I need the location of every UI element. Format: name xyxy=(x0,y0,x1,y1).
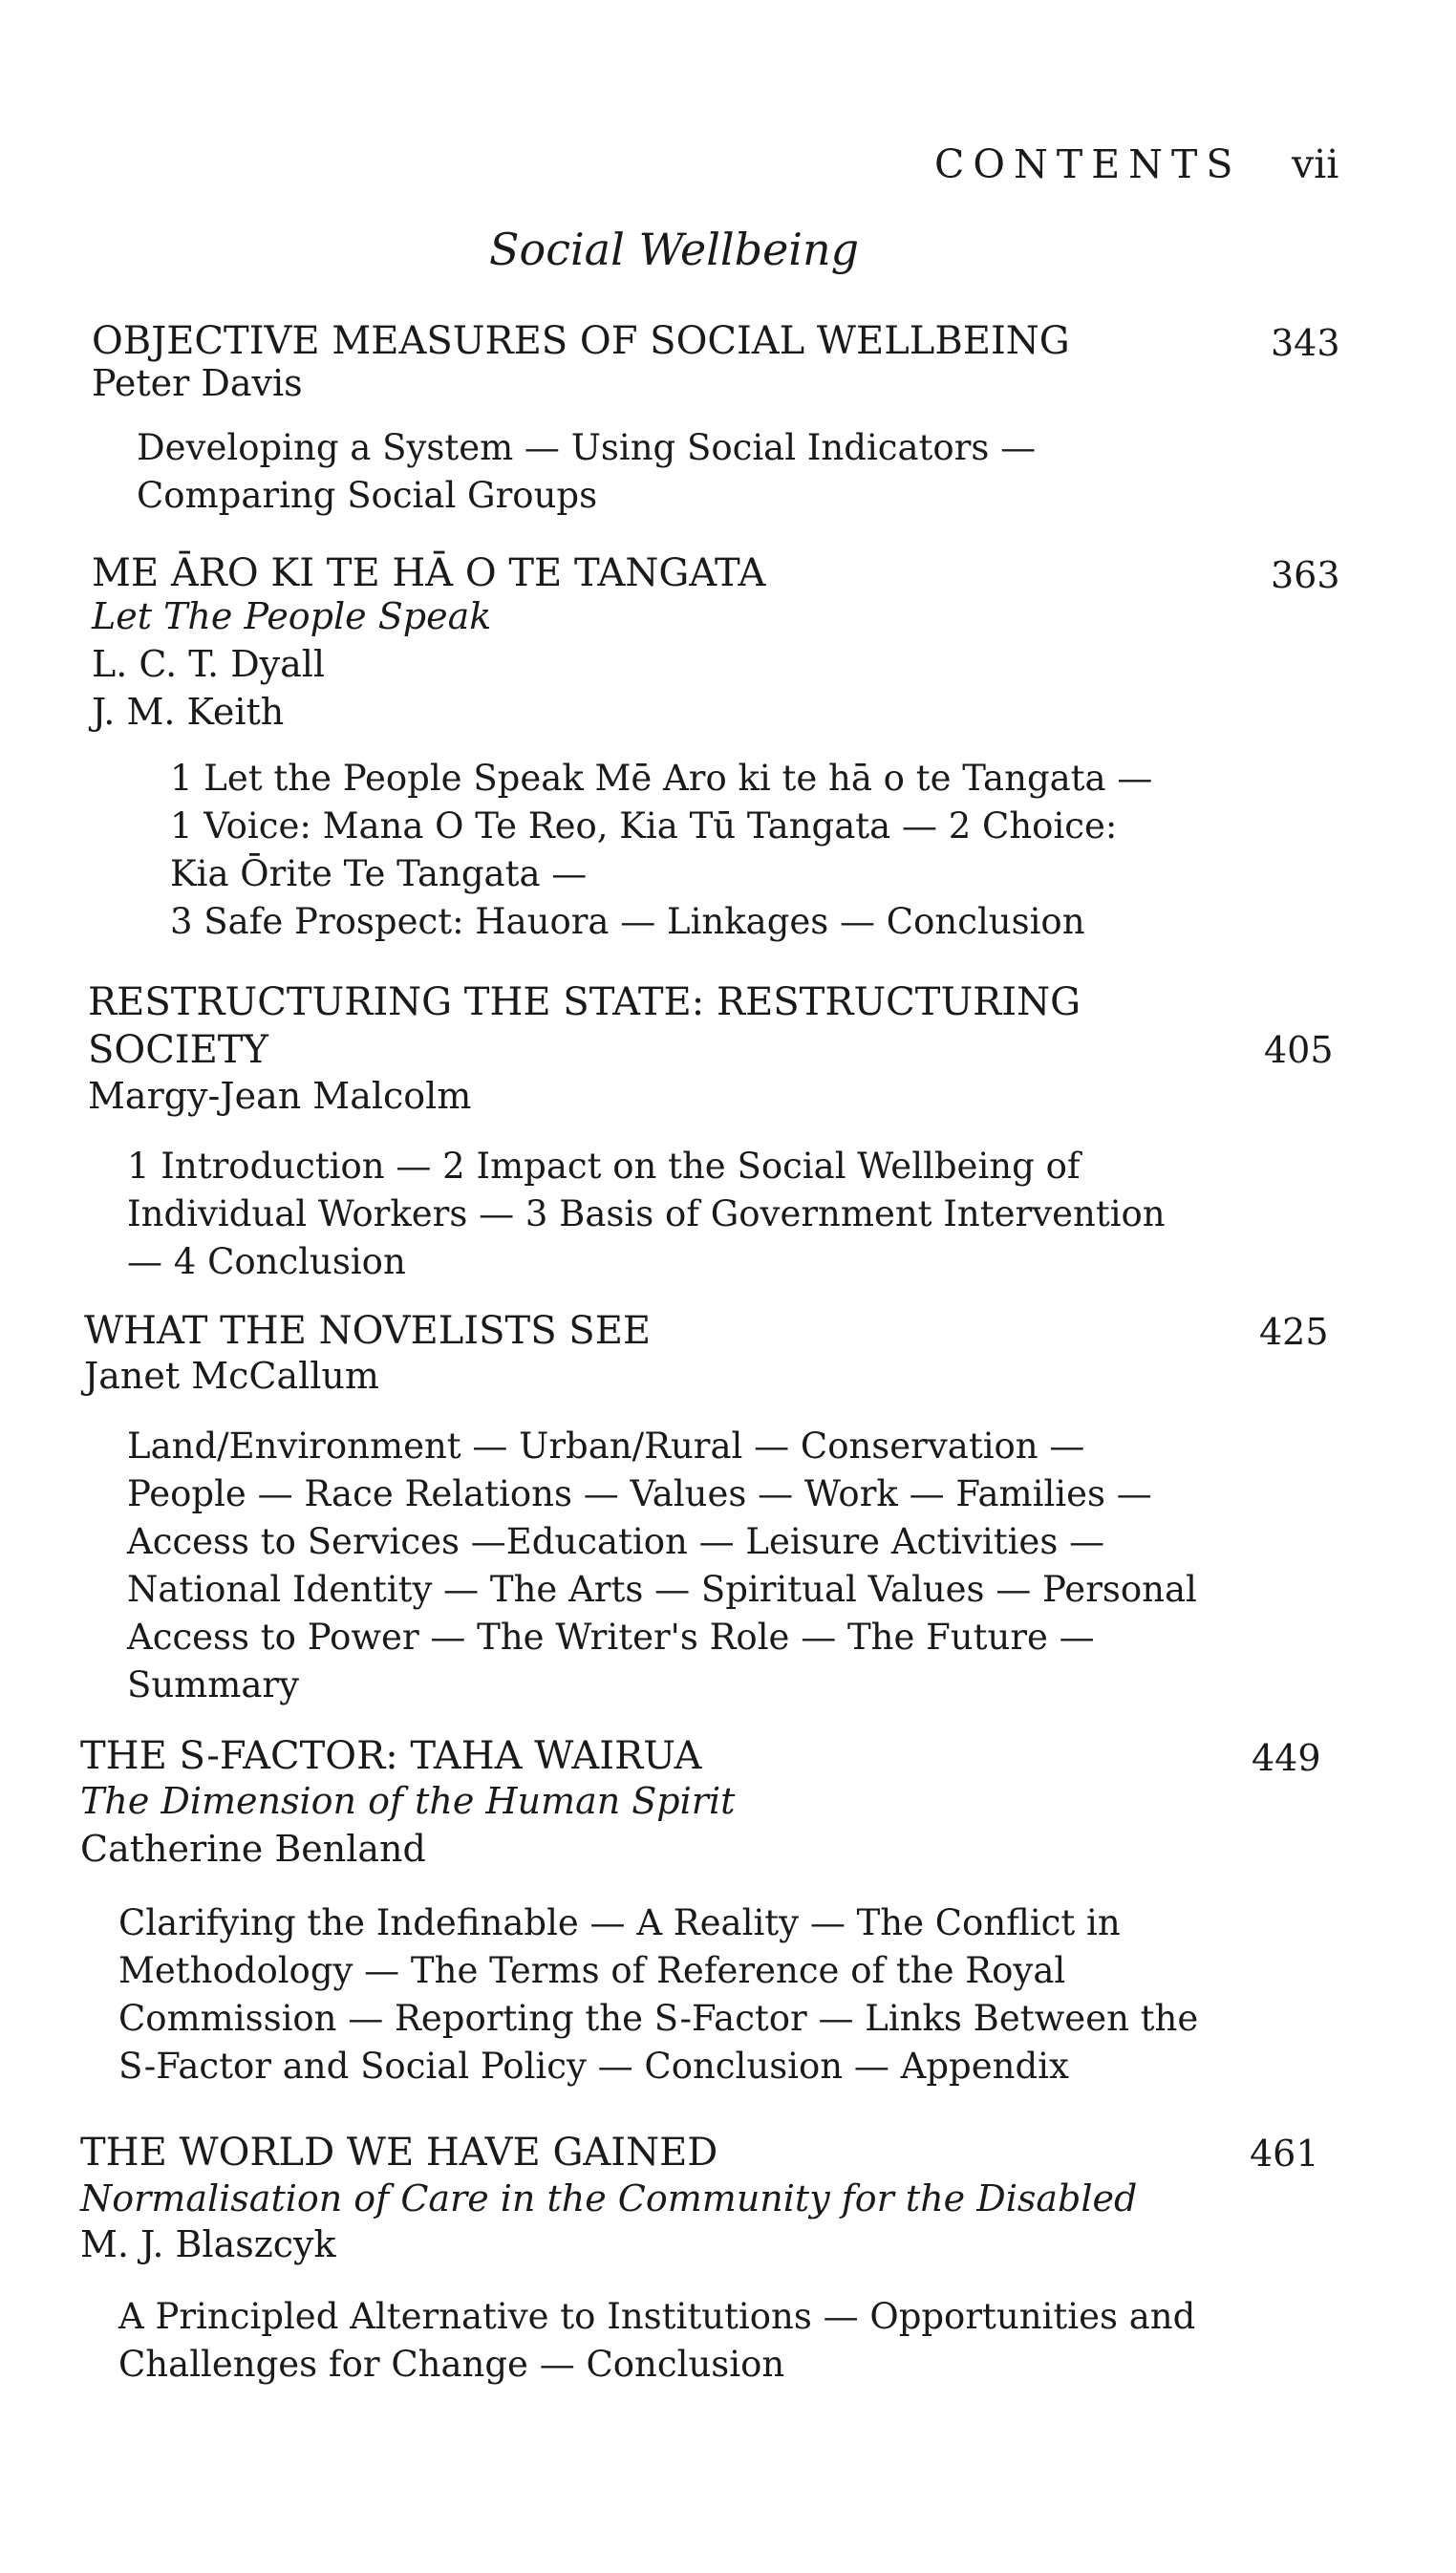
entry-title: THE S-FACTOR: TAHA WAIRUA xyxy=(80,1734,702,1778)
entry-summary: Land/Environment — Urban/Rural — Conservation — People — Race Relations — Values — Work — Families — Access to Services —Education — Leisure Activities — National Identity — The Arts — Spiritual Values — Personal Access to Power — The Writer's Role — The Future — Summary xyxy=(127,1426,1197,1705)
entry-page-number: 461 xyxy=(1250,2133,1319,2175)
entry-title: THE WORLD WE HAVE GAINED xyxy=(80,2131,718,2175)
entry-summary: Clarifying the Indefinable — A Reality — The Conflict in Methodology — The Terms of Reference of the Royal Commission — Reporting the S-Factor — Links Between the S-Factor and Social Policy — Conclusion — Appendix xyxy=(118,1902,1199,2087)
entry-title: ME ĀRO KI TE HĀ O TE TANGATA xyxy=(92,551,766,595)
entry-summary: 1 Introduction — 2 Impact on the Social Wellbeing of Individual Workers — 3 Basis of Government Intervention — 4 Conclusion xyxy=(127,1146,1166,1282)
entry-page-number: 405 xyxy=(1264,1029,1334,1071)
running-head: CONTENTS xyxy=(934,141,1242,187)
entry-author: J. M. Keith xyxy=(92,691,285,733)
entry-summary: Developing a System — Using Social Indicators — Comparing Social Groups xyxy=(137,427,1037,516)
entry-subtitle: The Dimension of the Human Spirit xyxy=(80,1780,736,1822)
entry-author: Peter Davis xyxy=(92,362,303,404)
section-title: Social Wellbeing xyxy=(489,224,860,275)
entry-page-number: 363 xyxy=(1271,554,1340,596)
entry-subtitle: Normalisation of Care in the Community for the Disabled xyxy=(80,2177,1138,2219)
entry-author: M. J. Blaszcyk xyxy=(80,2223,336,2265)
entry-author: Janet McCallum xyxy=(84,1355,379,1397)
entry-author: Catherine Benland xyxy=(80,1828,426,1870)
entry-title: RESTRUCTURING THE STATE: RESTRUCTURING SOCIETY xyxy=(88,980,1081,1072)
entry-page-number: 425 xyxy=(1259,1311,1329,1353)
entry-summary: A Principled Alternative to Institutions — Opportunities and Challenges for Change — Conclusion xyxy=(118,2296,1196,2385)
entry-title: WHAT THE NOVELISTS SEE xyxy=(84,1309,652,1353)
entry-page-number: 449 xyxy=(1252,1737,1321,1779)
header-page-number: vii xyxy=(1292,141,1339,187)
entry-author: L. C. T. Dyall xyxy=(92,643,326,685)
entry-summary: 1 Let the People Speak Mē Aro ki te hā o te Tangata — 1 Voice: Mana O Te Reo, Kia Tū Tangata — 2 Choice: Kia Ōrite Te Tangata — 3 Safe Prospect: Hauora — Linkages — Conclusion xyxy=(170,758,1153,942)
entry-author: Margy-Jean Malcolm xyxy=(88,1075,472,1117)
entry-page-number: 343 xyxy=(1271,322,1340,364)
entry-subtitle: Let The People Speak xyxy=(92,595,492,637)
entry-title: OBJECTIVE MEASURES OF SOCIAL WELLBEING xyxy=(92,319,1070,363)
